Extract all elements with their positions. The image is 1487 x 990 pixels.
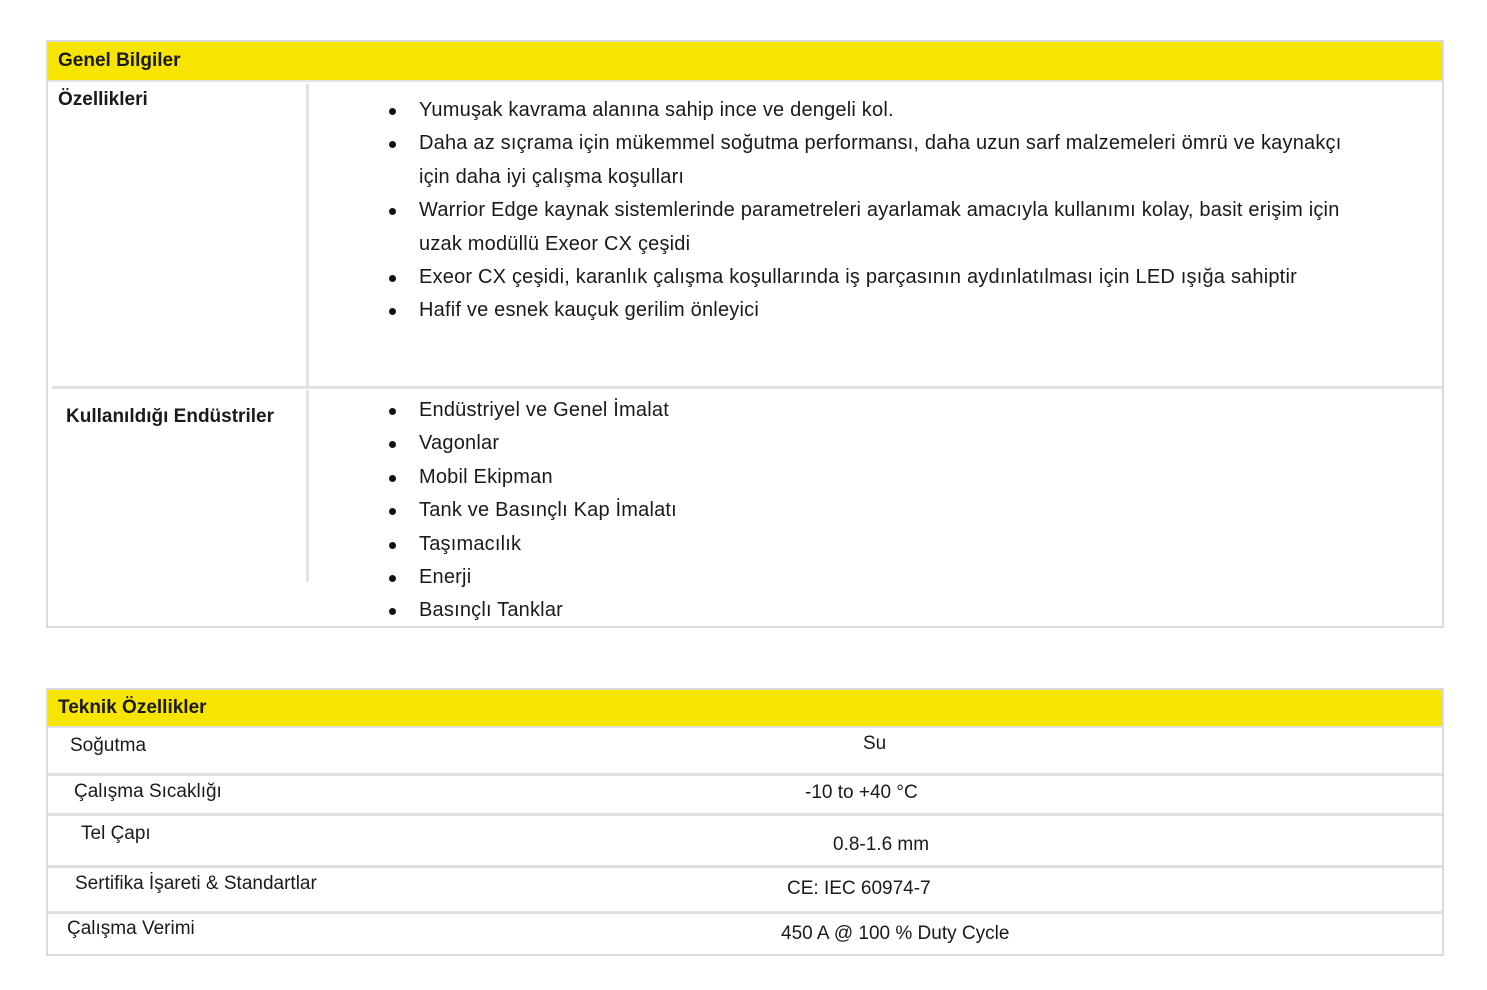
table-row <box>48 776 1442 816</box>
spec-label: Çalışma Verimi <box>67 918 195 939</box>
column-divider <box>306 390 309 582</box>
spec-value: Su <box>863 733 887 754</box>
spec-value: 0.8-1.6 mm <box>833 834 930 855</box>
industries-list <box>386 394 1346 628</box>
table-row <box>48 728 1442 776</box>
column-divider <box>306 84 309 388</box>
spec-value: -10 to +40 °C <box>805 782 918 803</box>
industries-label: Kullanıldığı Endüstriler <box>66 406 274 427</box>
list-item: Enerji <box>386 561 1346 594</box>
table-row <box>48 914 1442 954</box>
list-item: Mobil Ekipman <box>386 461 1346 494</box>
list-item: Warrior Edge kaynak sistemlerinde parametreleri ayarlamak amacıyla kullanımı kolay, basit erişim için uzak modüllü Exeor CX çeşidi <box>386 194 1346 261</box>
table-row <box>48 816 1442 868</box>
list-item: Taşımacılık <box>386 528 1346 561</box>
spec-label: Soğutma <box>70 735 147 756</box>
list-item: Vagonlar <box>386 427 1346 460</box>
list-item: Yumuşak kavrama alanına sahip ince ve dengeli kol. <box>386 94 1346 127</box>
general-info-header: Genel Bilgiler <box>48 42 1442 82</box>
table-row <box>48 868 1442 914</box>
spec-label: Sertifika İşareti & Standartlar <box>75 873 317 894</box>
technical-specs-header: Teknik Özellikler <box>48 690 1442 728</box>
list-item: Exeor CX çeşidi, karanlık çalışma koşullarında iş parçasının aydınlatılması için LED ışığa sahiptir <box>386 261 1346 294</box>
row-separator <box>52 386 1442 389</box>
features-list <box>386 94 1346 328</box>
list-item: Endüstriyel ve Genel İmalat <box>386 394 1346 427</box>
spec-label: Tel Çapı <box>81 823 151 844</box>
technical-specs-table <box>46 688 1444 956</box>
list-item: Tank ve Basınçlı Kap İmalatı <box>386 494 1346 527</box>
list-item: Daha az sıçrama için mükemmel soğutma performansı, daha uzun sarf malzemeleri ömrü ve kaynakçı için daha iyi çalışma koşulları <box>386 127 1346 194</box>
list-item: Hafif ve esnek kauçuk gerilim önleyici <box>386 294 1346 327</box>
spec-label: Çalışma Sıcaklığı <box>74 781 222 802</box>
general-info-table <box>46 40 1444 628</box>
features-label: Özellikleri <box>58 89 148 110</box>
spec-value: 450 A @ 100 % Duty Cycle <box>781 923 1010 944</box>
list-item: Basınçlı Tanklar <box>386 594 1346 627</box>
spec-value: CE: IEC 60974-7 <box>787 878 931 899</box>
